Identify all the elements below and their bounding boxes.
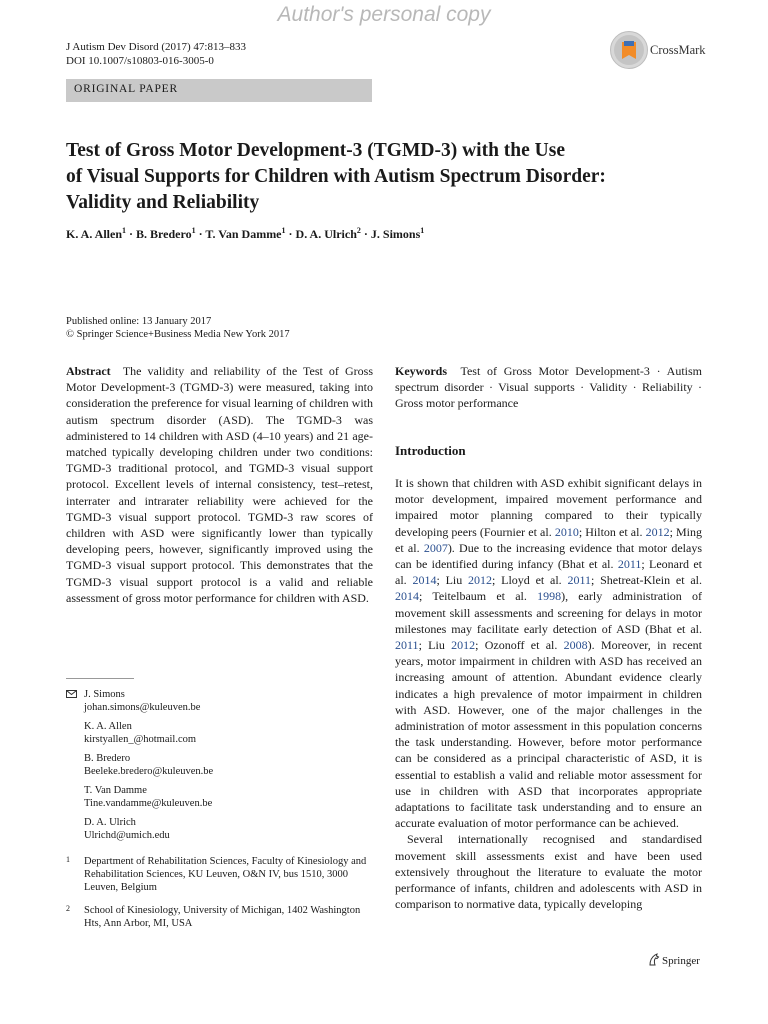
abstract-text: The validity and reliability of the Test of Gross Motor Development-3 (TGMD-3) were measured, taking into consideration the preference for visual learning of children with autism spectrum disorder (ASD). The TGMD-3 was administered to 14 children with ASD (4–10 years) and 21 age-matched typically developing children under two conditions: TGMD-3 traditional protocol, and TGMD-3 visual support protocol. Excellent levels of internal consistency, test–retest, interrater and intrarater reliability were achieved for the TGMD-3 visual support protocol. TGMD-3 raw scores of children with ASD were significantly lower than typically developing peers, however, significantly improved using the TGMD-3 visual support protocol. This demonstrates that the TGMD-3 visual support protocol is a valid and reliable assessment of gross motor performance for children with ASD. — [66, 364, 373, 605]
citation-link[interactable]: 2014 — [395, 589, 419, 604]
publication-info — [66, 315, 290, 341]
introduction-paragraph — [395, 831, 702, 912]
author-separator: · — [285, 227, 296, 241]
citation-link[interactable]: 2008 — [563, 638, 588, 653]
author-list — [66, 226, 424, 242]
paragraph-text: ; Leonard et al. — [395, 557, 702, 588]
author-name: J. Simons — [370, 227, 421, 241]
journal-header — [66, 40, 246, 68]
author — [371, 227, 424, 241]
author-separator: · — [195, 227, 206, 241]
citation-link[interactable]: 2012 — [451, 638, 476, 653]
contact-email[interactable]: Ulrichd@umich.edu — [84, 830, 170, 841]
affiliation-text: Department of Rehabilitation Sciences, Faculty of Kinesiology and Rehabilitation Sciences, KU Leuven, O&N IV, bus 1510, 3000 Leuven, Belgium — [84, 856, 367, 893]
contact-entry — [66, 688, 376, 714]
title-line: of Visual Supports for Children with Autism Spectrum Disorder: — [66, 166, 606, 187]
paragraph-text: ; Hilton et al. — [578, 524, 646, 539]
author-affiliation-number: 1 — [191, 226, 196, 235]
introduction-body — [395, 475, 702, 912]
affiliation-list — [66, 855, 376, 940]
paragraph-text: ). Moreover, in recent years, motor impairment in children with ASD has received an increasing amount of attention. Abundant evidence clearly indicates a high prevalence of motor impairment in children with ASD. However, one of the major challenges in the administration of motor assessment in this population concerns the task understanding. However, before motor performance can be considered as a principal characteristic of ASD, it is essential to establish a valid and reliable motor assessment for use in children with ASD that incorporates appropriate adaptations to facilitate task understanding and to ensure an accurate evaluation of motor performance can be achieved. — [395, 638, 702, 831]
abstract-label: Abstract — [66, 364, 111, 378]
citation-link[interactable]: 2011 — [567, 573, 592, 588]
crossmark-icon — [610, 31, 648, 69]
watermark: Author's personal copy — [277, 3, 491, 26]
author-separator: · — [126, 227, 137, 241]
journal-citation: J Autism Dev Disord (2017) 47:813–833 — [66, 41, 246, 53]
contact-entry — [66, 720, 376, 746]
paragraph-text: ). Due to the increasing evidence that motor delays can be identified during infancy (Bhat et al. — [395, 540, 702, 572]
author-name: D. A. Ulrich — [295, 227, 357, 241]
springer-horse-icon — [648, 953, 660, 966]
copyright: © Springer Science+Business Media New York 2017 — [66, 329, 290, 340]
affiliation-number: 2 — [66, 904, 70, 913]
citation-link[interactable]: 2007 — [423, 540, 448, 555]
crossmark-label: CrossMark — [650, 43, 706, 57]
paragraph-text: ; Ozonoff et al. — [475, 638, 564, 653]
contact-name: J. Simons — [84, 689, 125, 700]
citation-link[interactable]: 2012 — [645, 524, 670, 539]
paragraph-text: ; Liu — [436, 573, 469, 588]
keywords — [395, 363, 702, 412]
paragraph-text: ; Ming et al. — [395, 524, 703, 555]
contact-name: B. Bredero — [84, 753, 131, 764]
envelope-icon — [66, 690, 77, 698]
contact-name: K. A. Allen — [84, 721, 132, 732]
keywords-label: Keywords — [395, 364, 447, 378]
paragraph-text: ; Lloyd et al. — [492, 573, 568, 588]
affiliation-text: School of Kinesiology, University of Michigan, 1402 Washington Hts, Ann Arbor, MI, USA — [84, 905, 361, 929]
citation-link[interactable]: 2011 — [395, 638, 419, 653]
article-title — [66, 138, 706, 216]
author-name: K. A. Allen — [66, 227, 123, 241]
citation-link[interactable]: 2012 — [468, 573, 493, 588]
author-affiliation-number: 1 — [281, 226, 286, 235]
author-affiliation-number: 1 — [420, 226, 425, 235]
contact-list — [66, 688, 376, 848]
author-name: B. Bredero — [136, 227, 192, 241]
affiliation-entry — [66, 904, 376, 930]
author-affiliation-number: 2 — [356, 226, 361, 235]
contact-entry — [66, 816, 376, 842]
citation-link[interactable]: 1998 — [537, 589, 562, 604]
author-separator: · — [360, 227, 371, 241]
contact-name: D. A. Ulrich — [84, 817, 136, 828]
springer-footer — [648, 953, 700, 967]
keywords-text: Test of Gross Motor Development-3 · Autism spectrum disorder · Visual supports · Validity · Reliability · Gross motor performance — [395, 364, 702, 411]
contact-email[interactable]: Tine.vandamme@kuleuven.be — [84, 798, 213, 809]
contact-name: T. Van Damme — [84, 785, 147, 796]
journal-doi[interactable]: DOI 10.1007/s10803-016-3005-0 — [66, 55, 214, 67]
author-name: T. Van Damme — [205, 227, 282, 241]
publisher-name: Springer — [662, 955, 700, 967]
introduction-paragraph — [395, 475, 702, 831]
paragraph-text: ; Liu — [418, 638, 452, 653]
title-line: Test of Gross Motor Development-3 (TGMD-3) with the Use — [66, 140, 565, 161]
author — [66, 227, 126, 241]
citation-link[interactable]: 2014 — [412, 573, 437, 588]
article-type-band — [66, 79, 372, 102]
affiliation-number: 1 — [66, 855, 70, 864]
footnote-divider — [66, 678, 134, 679]
paragraph-text: ), early administration of movement skill assessments and screening for delays in motor milestones may facilitate early detection of ASD (Bhat et al. — [395, 589, 702, 636]
affiliation-entry — [66, 855, 376, 894]
crossmark-badge[interactable] — [610, 31, 710, 71]
author — [136, 227, 196, 241]
paragraph-text: Several internationally recognised and standardised movement skill assessments exist and have been used extensively throughout the literature to evaluate the motor performance of infants, children and adolescents with ASD in comparison to normative data, typically developing — [395, 832, 702, 912]
paragraph-text: ; Shetreat-Klein et al. — [591, 573, 702, 588]
contact-email[interactable]: kirstyallen_@hotmail.com — [84, 734, 197, 745]
author — [296, 227, 361, 241]
citation-link[interactable]: 2010 — [554, 524, 579, 539]
contact-entry — [66, 784, 376, 810]
abstract — [66, 363, 373, 606]
contact-email[interactable]: johan.simons@kuleuven.be — [84, 702, 201, 713]
contact-email[interactable]: Beeleke.bredero@kuleuven.be — [84, 766, 214, 777]
citation-link[interactable]: 2011 — [617, 557, 642, 572]
title-line: Validity and Reliability — [66, 192, 260, 213]
published-date: Published online: 13 January 2017 — [66, 316, 212, 327]
author-affiliation-number: 1 — [122, 226, 127, 235]
article-type-label: ORIGINAL PAPER — [74, 83, 178, 95]
contact-entry — [66, 752, 376, 778]
introduction-heading: Introduction — [395, 443, 466, 458]
author — [205, 227, 285, 241]
paragraph-text: ; Teitelbaum et al. — [419, 589, 538, 604]
paragraph-text: It is shown that children with ASD exhibit significant delays in motor development, impaired movement performance and impaired motor planning compared to their typically developing peers (Fournier et al. — [395, 476, 702, 539]
